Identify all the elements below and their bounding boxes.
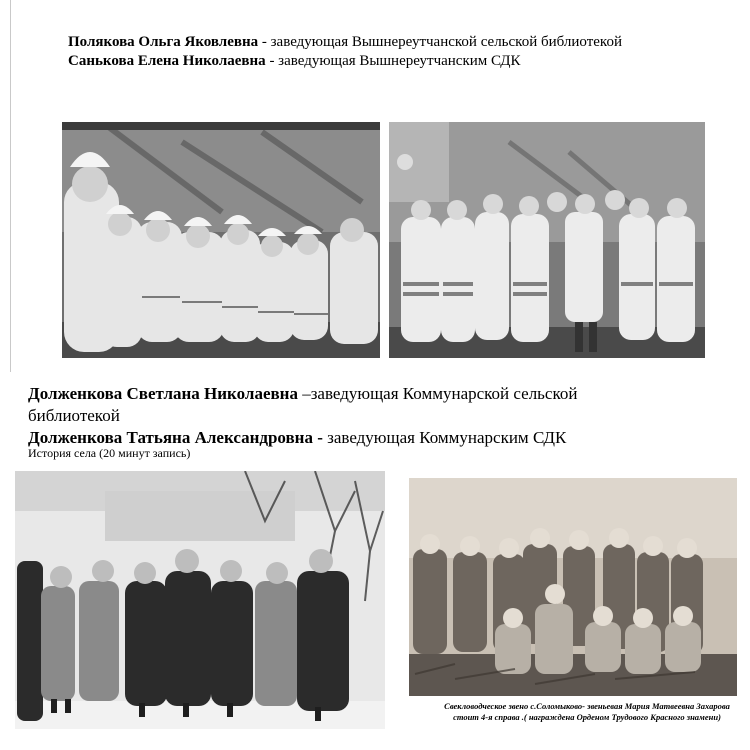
recording-note: История села (20 минут запись) bbox=[28, 446, 191, 460]
person-role: –заведующая Коммунарской сельской bbox=[297, 384, 578, 403]
middle-line-1-cont: библиотекой bbox=[28, 406, 120, 425]
photo-caption bbox=[432, 701, 742, 723]
header-line-2 bbox=[68, 53, 521, 70]
person-name: Долженкова Светлана Николаевна bbox=[28, 384, 298, 403]
photo-winter-women bbox=[15, 471, 385, 729]
person-name: Санькова Елена Николаевна bbox=[68, 53, 266, 69]
person-role: заведующая Коммунарским СДК bbox=[322, 428, 567, 447]
person-role: - заведующая Вышнереутчанским СДК bbox=[265, 53, 521, 69]
person-name: Долженкова Татьяна Александровна - bbox=[28, 428, 323, 447]
caption-line-2: стоит 4-я справа .( награждена Орденом Трудового Красного знамени) bbox=[453, 712, 721, 722]
person-role: - заведующая Вышнереутчанской сельской библиотекой bbox=[258, 34, 622, 50]
person-name: Полякова Ольга Яковлевна bbox=[68, 34, 259, 50]
middle-line-1 bbox=[28, 384, 577, 404]
caption-line-1: Свекловодческое звено с.Соломыково- звеньевая Мария Матвеевна Захарова bbox=[444, 701, 730, 711]
photo-stage-choir-right bbox=[389, 122, 705, 358]
photo-stage-choir-left bbox=[62, 122, 380, 358]
margin-rule bbox=[10, 0, 11, 372]
middle-line-2 bbox=[28, 428, 566, 448]
header-line-1 bbox=[68, 34, 622, 51]
